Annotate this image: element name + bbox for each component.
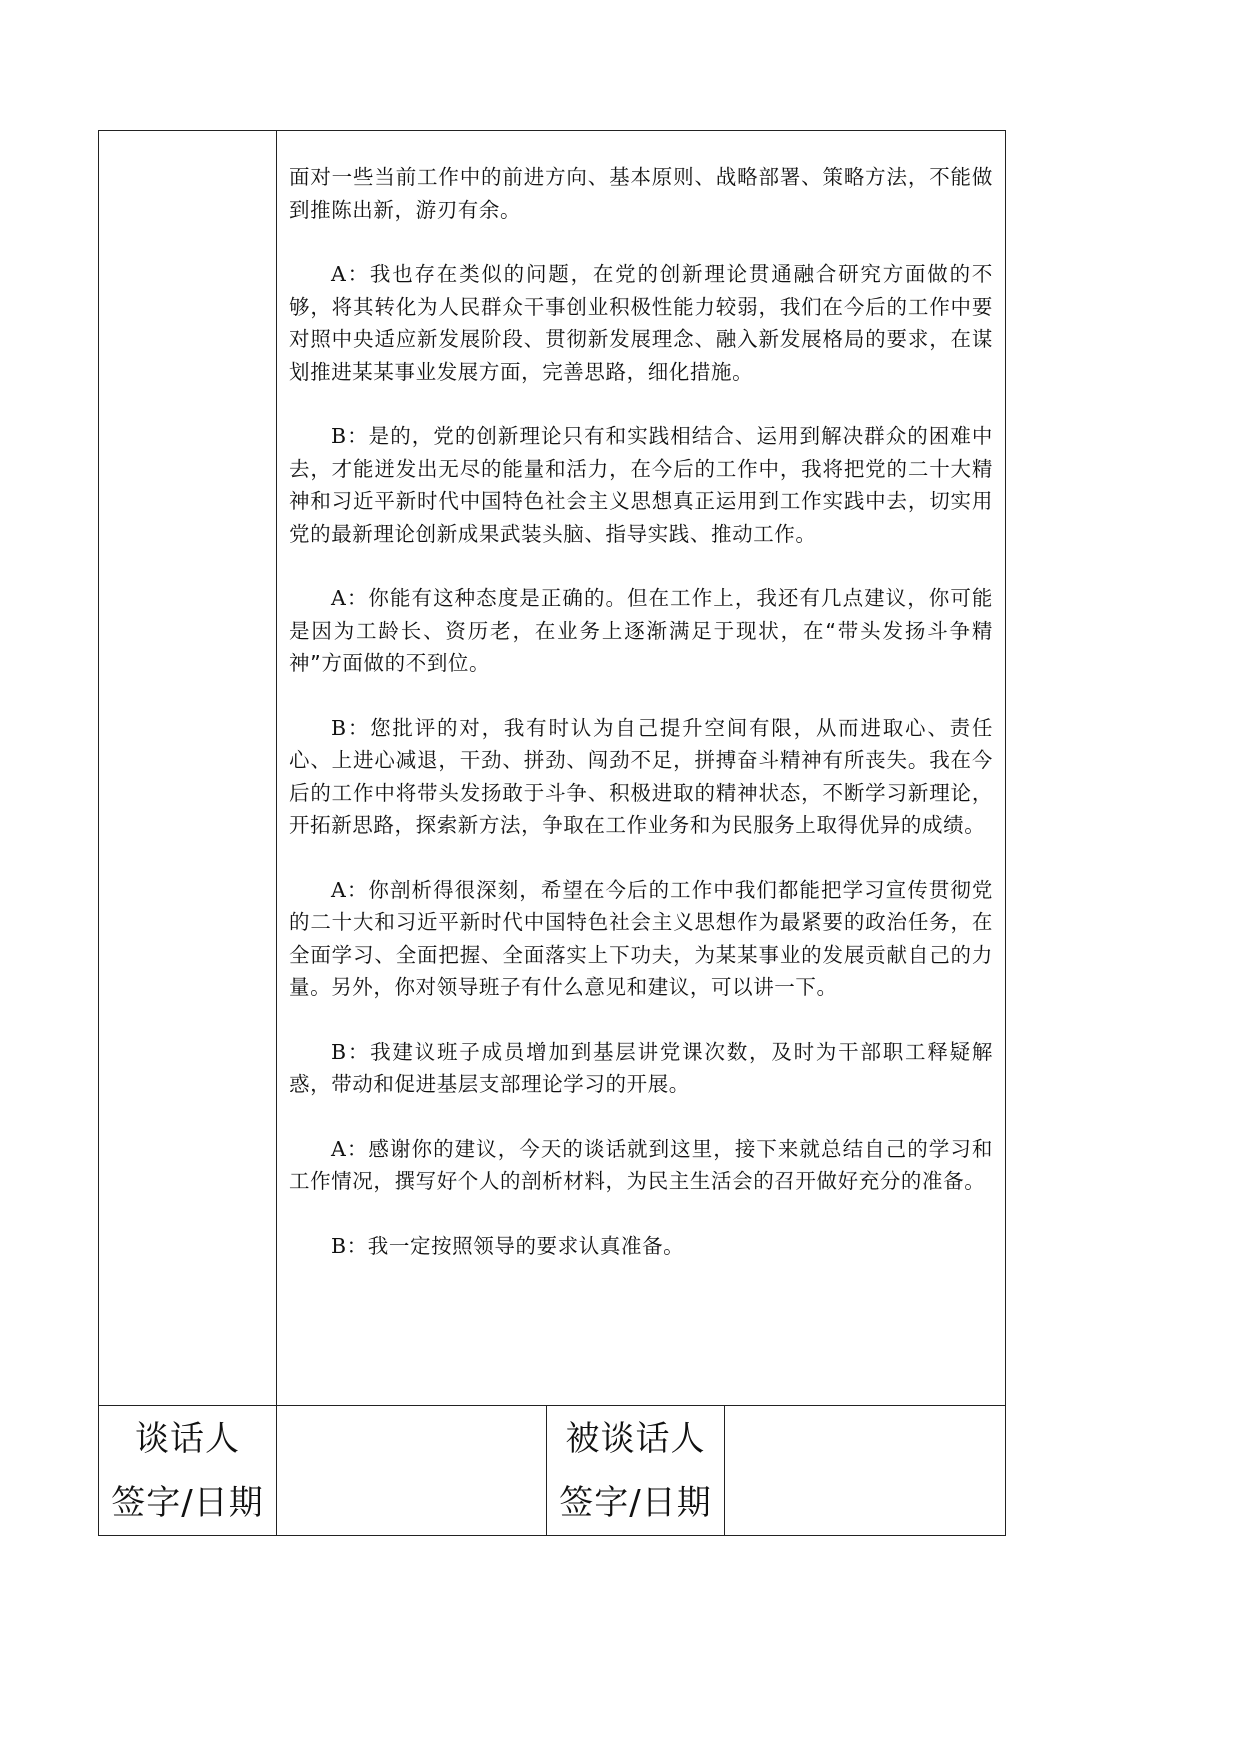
speaker-label: A — [331, 1136, 347, 1161]
paragraph-text: ：是的，党的创新理论只有和实践相结合、运用到解决群众的困难中去，才能迸发出无尽的能量和活力，在今后的工作中，我将把党的二十大精神和习近平新时代中国特色社会主义思想真正运用到工作实践中去，切实用党的最新理论创新成果武装头脑、指导实践、推动工作。 — [289, 424, 993, 546]
speaker-label: B — [331, 1233, 347, 1258]
speaker-label: B — [331, 1039, 347, 1064]
conversation-paragraph — [289, 874, 993, 1004]
conversation-paragraph — [289, 712, 993, 842]
left-label-column — [99, 131, 277, 1405]
speaker-label: A — [331, 586, 347, 610]
paragraph-text: ：感谢你的建议，今天的谈话就到这里，接下来就总结自己的学习和工作情况，撰写好个人的剖析材料，为民主生活会的召开做好充分的准备。 — [289, 1136, 993, 1193]
conversation-paragraph — [289, 1036, 993, 1101]
talkee-signature-field[interactable] — [725, 1406, 1005, 1536]
speaker-label: A — [331, 262, 347, 286]
conversation-paragraph — [289, 420, 993, 550]
speaker-label: B — [331, 424, 347, 448]
paragraph-text: 面对一些当前工作中的前进方向、基本原则、战略部署、策略方法，不能做到推陈出新，游刃有余。 — [289, 165, 993, 222]
talker-label-line2: 签字/日期 — [111, 1483, 264, 1523]
paragraph-text: ：你剖析得很深刻，希望在今后的工作中我们都能把学习宣传贯彻党的二十大和习近平新时代中国特色社会主义思想作为最紧要的政治任务，在全面学习、全面把握、全面落实上下功夫，为某某事业的发展贡献自己的力量。另外，你对领导班子有什么意见和建议，可以讲一下。 — [289, 877, 993, 999]
conversation-paragraph — [289, 1133, 993, 1198]
paragraph-text: ：我建议班子成员增加到基层讲党课次数，及时为干部职工释疑解惑，带动和促进基层支部理论学习的开展。 — [289, 1039, 993, 1096]
talkee-label-line1: 被谈话人 — [565, 1419, 706, 1459]
conversation-paragraph — [289, 582, 993, 680]
paragraph-text: ：你能有这种态度是正确的。但在工作上，我还有几点建议，你可能是因为工龄长、资历老，在业务上逐渐满足于现状，在“带头发扬斗争精神”方面做的不到位。 — [289, 586, 993, 675]
talker-label-line1: 谈话人 — [135, 1419, 240, 1459]
conversation-paragraph — [289, 258, 993, 388]
conversation-content-cell — [277, 131, 1005, 1405]
talk-record-table — [98, 130, 1006, 1536]
paragraph-text: ：我也存在类似的问题，在党的创新理论贯通融合研究方面做的不够，将其转化为人民群众干事创业积极性能力较弱，我们在今后的工作中要对照中央适应新发展阶段、贯彻新发展理念、融入新发展格局的要求，在谋划推进某某事业发展方面，完善思路，细化措施。 — [289, 262, 993, 384]
speaker-label: A — [331, 877, 347, 902]
talkee-label-line2: 签字/日期 — [559, 1483, 712, 1523]
paragraph-text: ：我一定按照领导的要求认真准备。 — [346, 1233, 685, 1258]
talker-signature-label — [99, 1406, 277, 1536]
signature-row — [99, 1405, 1005, 1535]
conversation-paragraph — [289, 1230, 993, 1263]
speaker-label: B — [331, 715, 347, 740]
talker-signature-field[interactable] — [277, 1406, 547, 1536]
conversation-paragraph — [289, 161, 993, 226]
talkee-signature-label — [547, 1406, 725, 1536]
paragraph-text: ：您批评的对，我有时认为自己提升空间有限，从而进取心、责任心、上进心减退，干劲、拼劲、闯劲不足，拼搏奋斗精神有所丧失。我在今后的工作中将带头发扬敢于斗争、积极进取的精神状态，不断学习新理论，开拓新思路，探索新方法，争取在工作业务和为民服务上取得优异的成绩。 — [289, 715, 993, 837]
